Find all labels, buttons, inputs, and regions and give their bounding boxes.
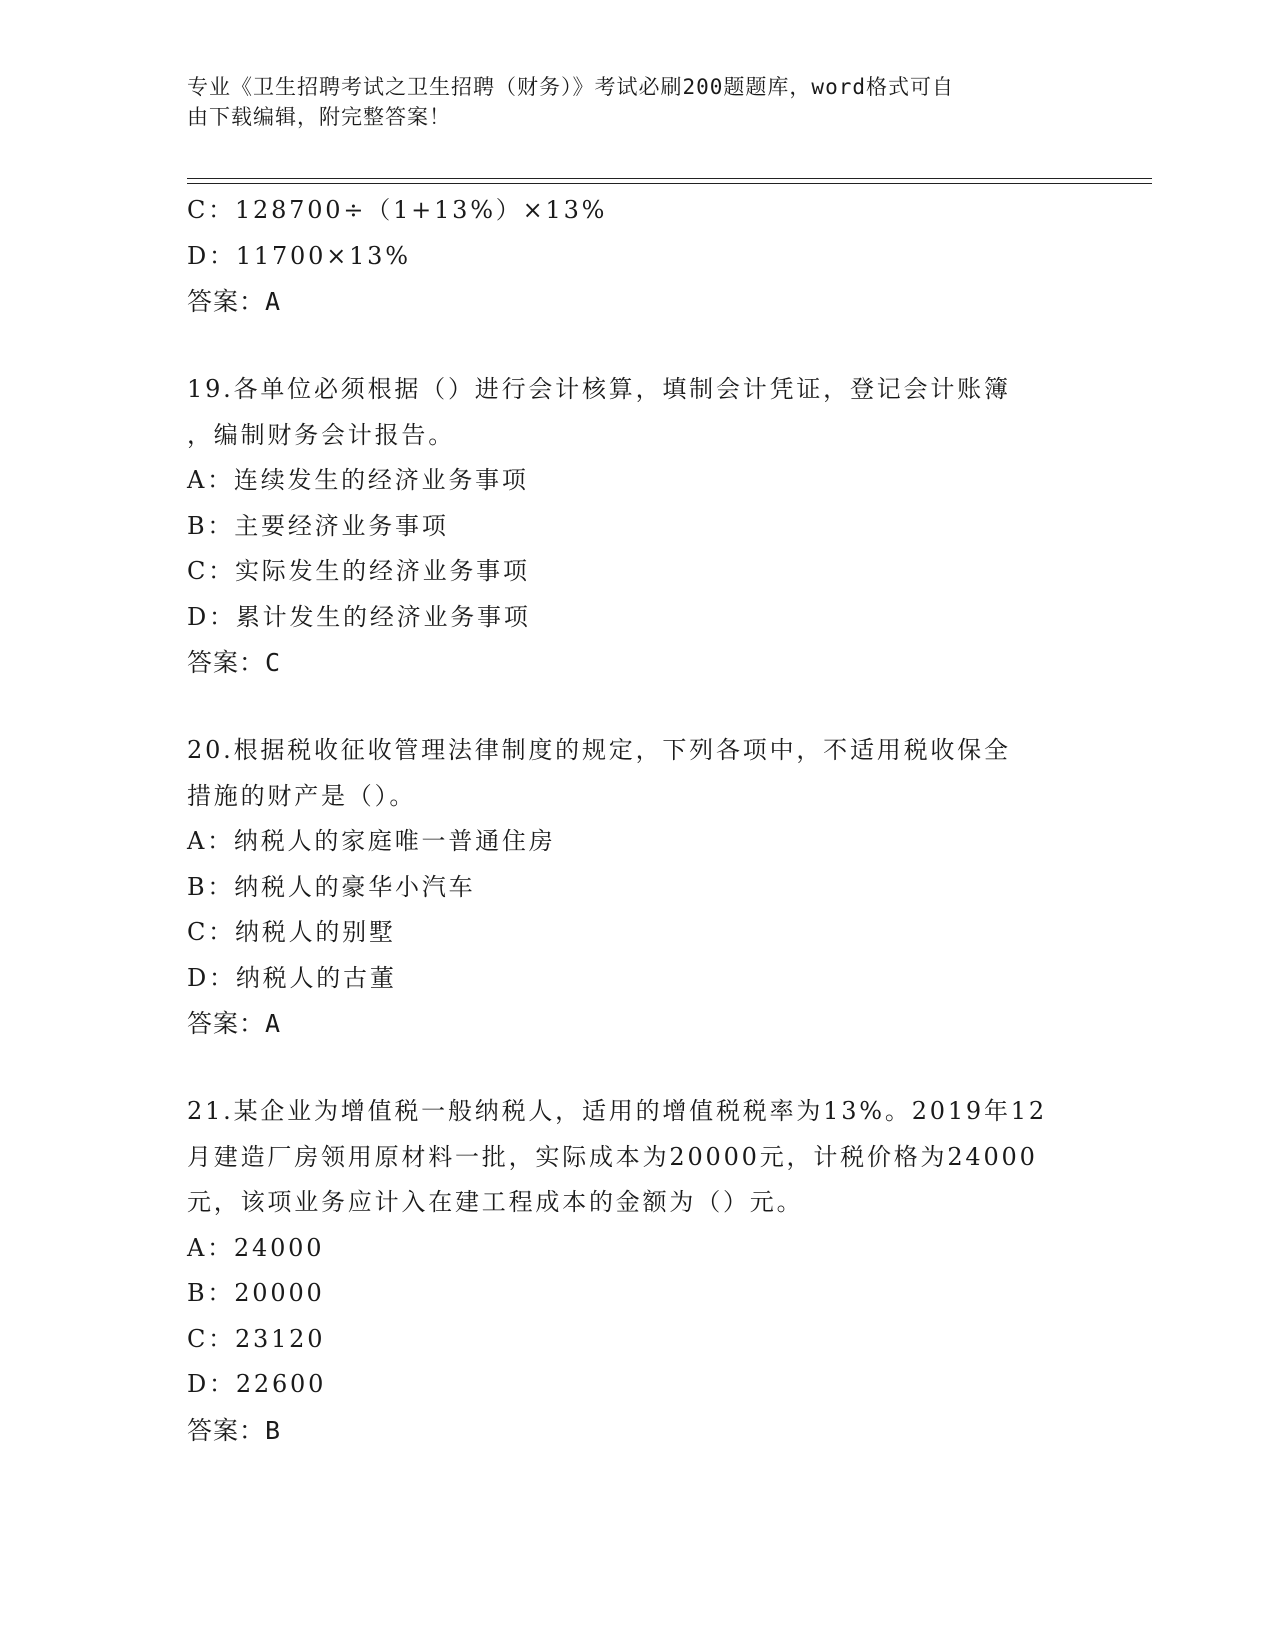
- question-list: [187, 188, 1087, 1454]
- header-line-2: 由下载编辑，附完整答案！: [187, 105, 451, 129]
- answer-line: 答案：A: [187, 1009, 282, 1038]
- question-stem-line: 月建造厂房领用原材料一批，实际成本为20000元，计税价格为24000: [187, 1142, 1038, 1171]
- question-stem-line: 措施的财产是（）。: [187, 781, 417, 810]
- option-a: A：连续发生的经济业务事项: [187, 466, 529, 494]
- question-18-tail: [187, 188, 1087, 325]
- option-c: C：128700÷（1+13%）×13%: [187, 196, 608, 224]
- header-divider-bottom: [187, 183, 1152, 184]
- option-c: C：23120: [187, 1324, 326, 1353]
- option-b: B：主要经济业务事项: [187, 511, 449, 540]
- question-stem-line: 19.各单位必须根据（）进行会计核算，填制会计凭证，登记会计账簿: [187, 375, 1011, 403]
- option-a: A：纳税人的家庭唯一普通住房: [187, 827, 556, 855]
- question-20: [187, 728, 1087, 1047]
- question-stem-line: 元，该项业务应计入在建工程成本的金额为（）元。: [187, 1188, 804, 1216]
- option-d: D：累计发生的经济业务事项: [187, 602, 531, 631]
- question-21: [187, 1089, 1087, 1454]
- option-d: D：纳税人的古董: [187, 963, 397, 992]
- question-stem-line: 21.某企业为增值税一般纳税人，适用的增值税税率为13%。2019年12: [187, 1097, 1047, 1125]
- answer-line: 答案：B: [187, 1415, 282, 1445]
- answer-line: 答案：C: [187, 648, 282, 677]
- header-divider-top: [187, 178, 1152, 179]
- question-stem-line: ，编制财务会计报告。: [187, 420, 455, 449]
- option-c: C：纳税人的别墅: [187, 918, 396, 946]
- option-a: A：24000: [187, 1233, 325, 1262]
- option-d: D：22600: [187, 1370, 327, 1398]
- question-19: [187, 367, 1087, 686]
- option-c: C：实际发生的经济业务事项: [187, 557, 530, 585]
- question-stem-line: 20.根据税收征收管理法律制度的规定，下列各项中，不适用税收保全: [187, 736, 1011, 764]
- header-line-1: 专业《卫生招聘考试之卫生招聘（财务）》考试必刷200题题库，word格式可自: [187, 75, 954, 99]
- option-b: B：20000: [187, 1279, 325, 1307]
- option-b: B：纳税人的豪华小汽车: [187, 872, 476, 901]
- option-d: D：11700×13%: [187, 241, 411, 270]
- answer-line: 答案：A: [187, 287, 282, 316]
- document-header: [187, 72, 1087, 132]
